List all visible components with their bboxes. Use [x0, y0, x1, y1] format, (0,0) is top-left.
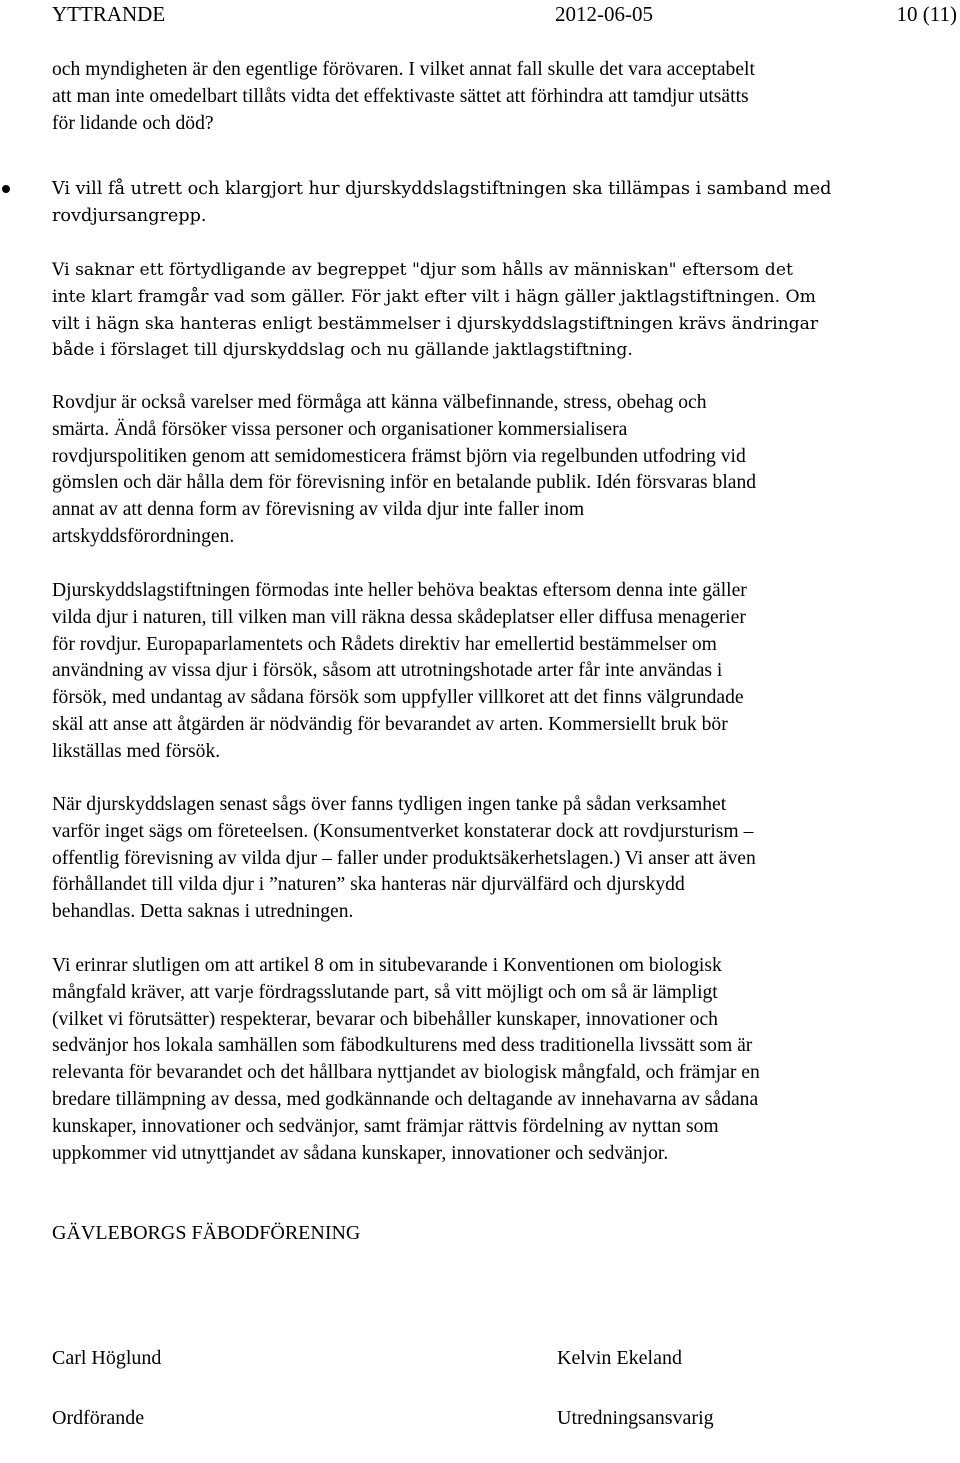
document-date: 2012-06-05 — [555, 2, 653, 26]
paragraph-bullet: Vi vill få utrett och klargjort hur djurskyddslagstiftningen ska tillämpas i samband med rovdjursangrepp. — [52, 179, 832, 226]
paragraph-predators: Rovdjur är också varelser med förmåga att känna välbefinnande, stress, obehag och smärta. Ändå försöker vissa personer och organisationer kommersialisera rovdjurspolitiken genom att semidomesticera främst björn via regelbunden utfodring vid gömslen och där hålla dem för förevisning inför en betalande publik. Idén försvaras bland annat av att denna form av förevisning av vilda djur inte faller inom artskyddsförordningen. — [52, 392, 757, 547]
paragraph-definition: Vi saknar ett förtydligande av begreppet "djur som hålls av människan" eftersom det inte klart framgår vad som gäller. För jakt efter vilt i hägn gäller jaktlagstiftningen. Om vilt i hägn ska hanteras enligt bestämmelser i djurskyddslagstiftningen krävs ändringar både i förslaget till djurskyddslag och nu gällande jaktlagstiftning. — [52, 260, 819, 361]
signature-block-left — [52, 1313, 161, 1463]
signer-name: Carl Höglund — [52, 1347, 162, 1369]
paragraph-animal-protection: Djurskyddslagstiftningen förmodas inte heller behöva beaktas eftersom denna inte gäller vilda djur i naturen, till vilken man vill räkna dessa skådeplatser eller diffusa menagerier för rovdjur. Europaparlamentets och Rådets direktiv har emellertid bestämmelser om användning av vissa djur i försök, såsom att utrotningshotade arter får inte användas i försök, med undantag av sådana försök som uppfyller villkoret att det finns välgrundade skäl att anse att åtgärden är nödvändig för bevarandet av arten. Kommersiellt bruk bör likställas med försök. — [52, 580, 747, 762]
organization-name: GÄVLEBORGS FÄBODFÖRENING — [52, 1222, 361, 1244]
page-number: 10 (11) — [896, 2, 957, 26]
signer-title: Utredningsansvarig — [557, 1407, 714, 1429]
signature-block-right — [557, 1313, 714, 1463]
signer-name: Kelvin Ekeland — [557, 1347, 682, 1369]
page-header — [0, 2, 960, 26]
bullet-icon — [2, 185, 10, 193]
document-type: YTTRANDE — [52, 2, 166, 26]
signer-title: Ordförande — [52, 1407, 145, 1429]
paragraph-review: När djurskyddslagen senast sågs över fanns tydligen ingen tanke på sådan verksamhet varför inget sägs om företeelsen. (Konsumentverket konstaterar dock att rovdjursturism – offentlig förevisning av vilda djur – faller under produktsäkerhetslagen.) Vi anser att även förhållandet till vilda djur i ”naturen” ska hanteras när djurvälfärd och djurskydd behandlas. Detta saknas i utredningen. — [52, 794, 756, 923]
paragraph-intro: och myndigheten är den egentlige förövaren. I vilket annat fall skulle det vara acceptabelt att man inte omedelbart tillåts vidta det effektivaste sättet att förhindra att tamdjur utsätts för lidande och död? — [52, 59, 755, 134]
paragraph-article-8: Vi erinrar slutligen om att artikel 8 om in situbevarande i Konventionen om biologisk mångfald kräver, att varje fördragsslutande part, så vitt möjligt och om så är lämpligt (vilket vi förutsätter) respekterar, bevarar och bibehåller kunskaper, innovationer och sedvänjor hos lokala samhällen som fäbodkulturens med dess traditionella livssätt som är relevanta för bevarandet och det hållbara nyttjandet av biologisk mångfald, och främjar en bredare tillämpning av dessa, med godkännande och deltagande av innehavarna av sådana kunskaper, innovationer och sedvänjor, samt främjar rättvis fördelning av nyttan som uppkommer vid utnyttjandet av sådana kunskaper, innovationer och sedvänjor. — [52, 955, 760, 1164]
